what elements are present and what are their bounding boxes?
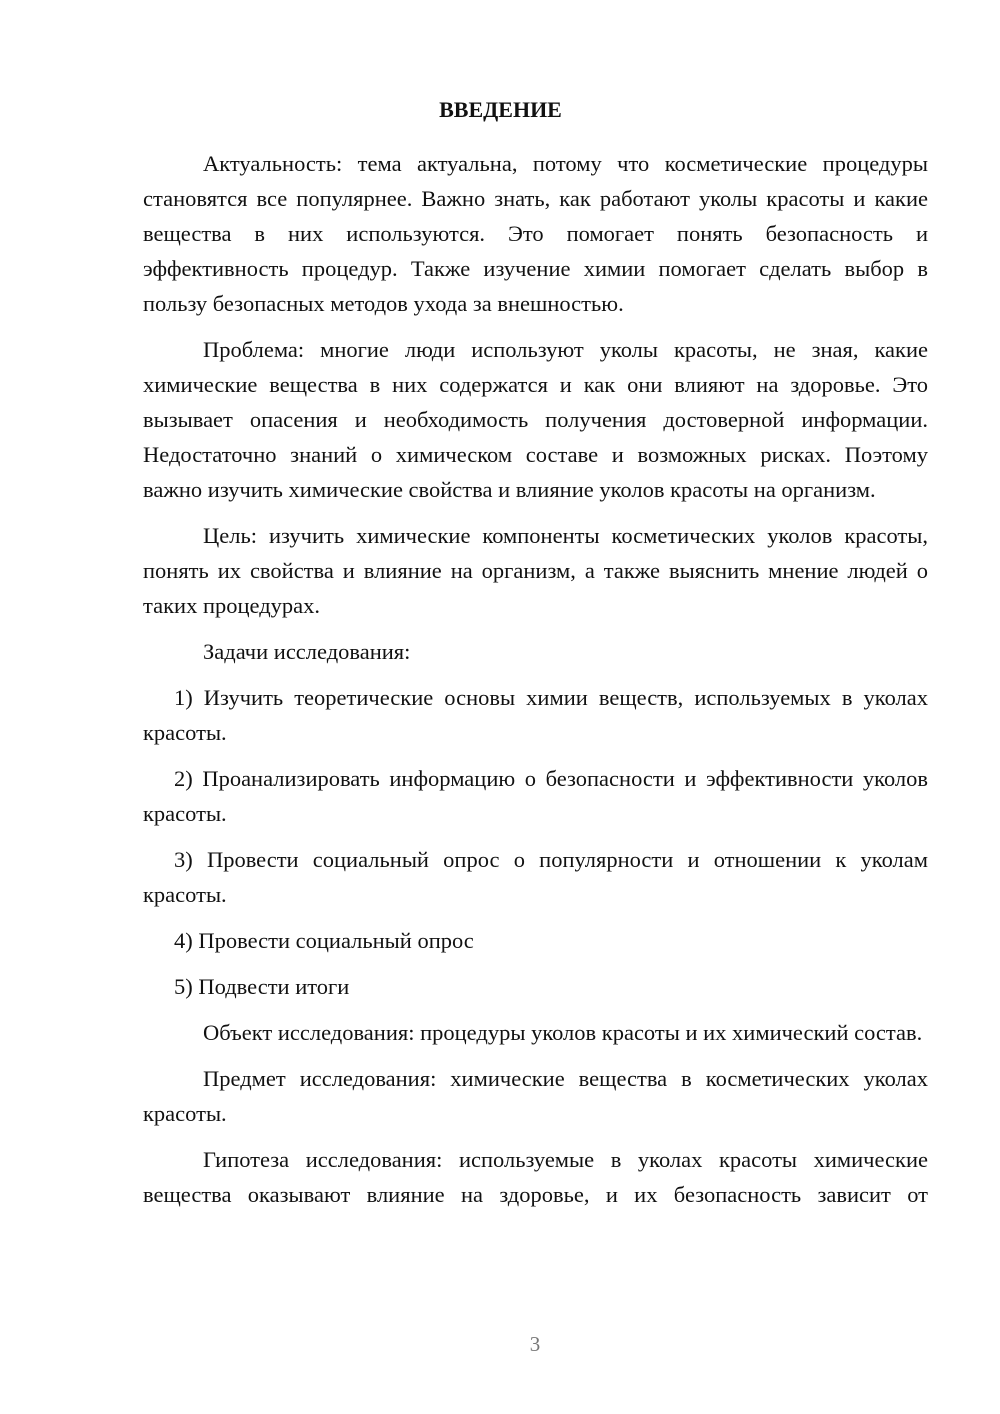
- task-item-2: 2) Проанализировать информацию о безопасности и эффективности уколов красоты.: [143, 766, 928, 826]
- hypothesis-paragraph: Гипотеза исследования: используемые в уколах красоты химические вещества оказывают влияние на здоровье, и их безопасность зависит от: [143, 1147, 928, 1207]
- object-paragraph: Объект исследования: процедуры уколов красоты и их химический состав.: [203, 1020, 923, 1045]
- tasks-heading: Задачи исследования:: [203, 639, 411, 664]
- task-item-3: 3) Провести социальный опрос о популярности и отношении к уколам красоты.: [143, 847, 928, 907]
- subject-paragraph: Предмет исследования: химические вещества в косметических уколах красоты.: [143, 1066, 928, 1126]
- task-item-5: 5) Подвести итоги: [174, 974, 350, 999]
- problem-paragraph: Проблема: многие люди используют уколы красоты, не зная, какие химические вещества в них содержатся и как они влияют на здоровье. Это вызывает опасения и необходимость получения достоверной информации. Недостаточно знаний о химическом составе и возможных рисках. Поэтому важно изучить химические свойства и влияние уколов красоты на организм.: [143, 337, 928, 502]
- relevance-paragraph: Актуальность: тема актуальна, потому что косметические процедуры становятся все популярнее. Важно знать, как работают уколы красоты и какие вещества в них используются. Это помогает понять безопасность и эффективность процедур. Также изучение химии помогает сделать выбор в пользу безопасных методов ухода за внешностью.: [143, 151, 928, 316]
- section-heading: ВВЕДЕНИЕ: [439, 97, 562, 122]
- page-number: 3: [529, 1332, 541, 1356]
- goal-paragraph: Цель: изучить химические компоненты косметических уколов красоты, понять их свойства и влияние на организм, а также выяснить мнение людей о таких процедурах.: [143, 523, 928, 618]
- task-item-1: 1) Изучить теоретические основы химии веществ, используемых в уколах красоты.: [143, 685, 928, 745]
- task-item-4: 4) Провести социальный опрос: [174, 928, 474, 953]
